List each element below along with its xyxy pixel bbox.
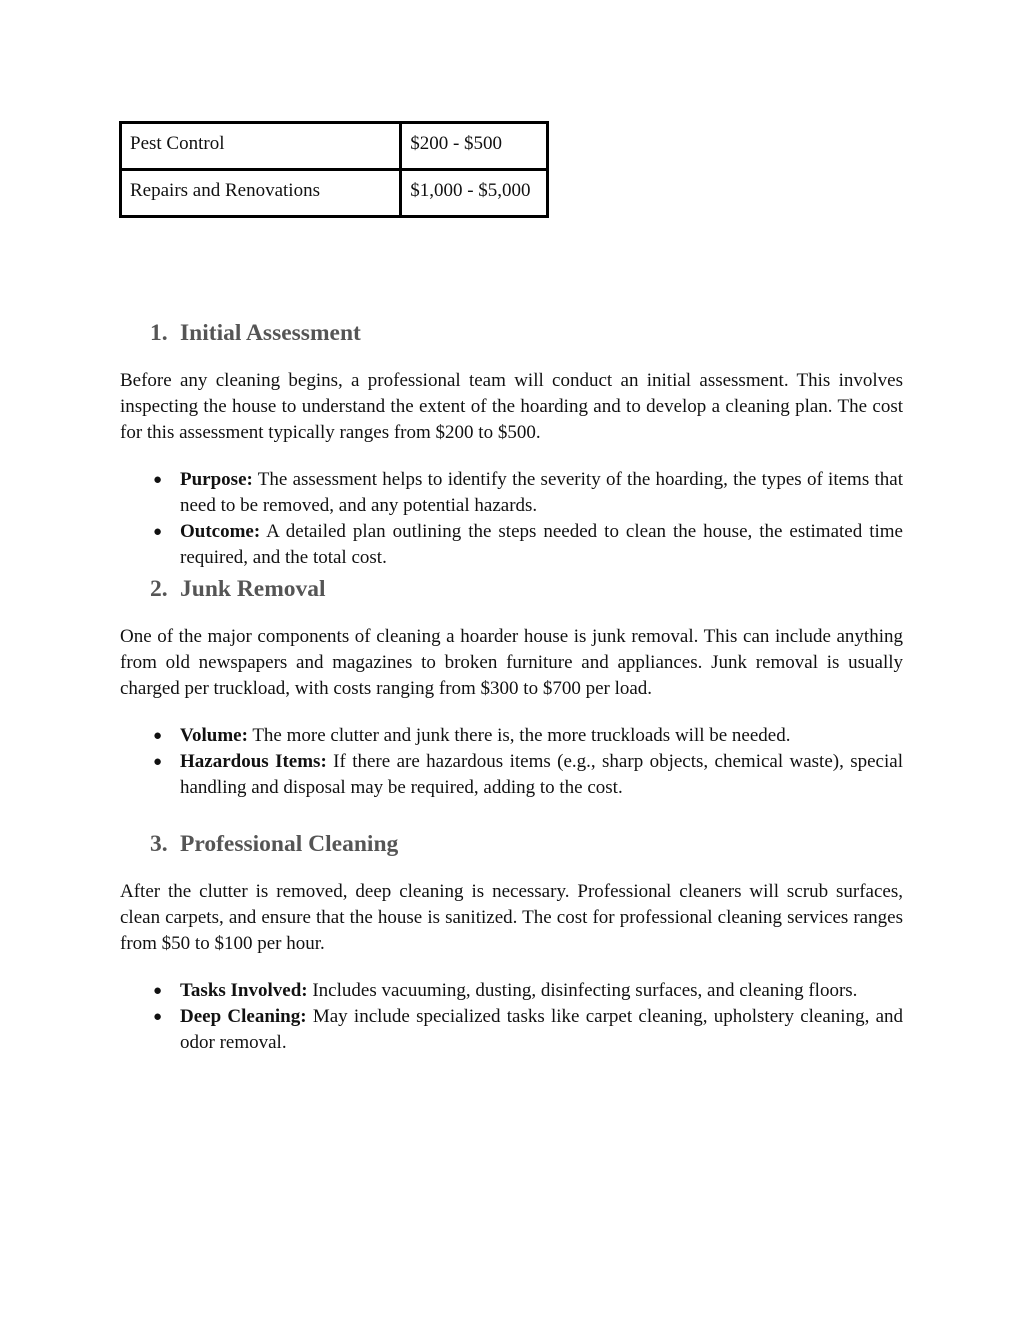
section-heading bbox=[120, 829, 903, 859]
bullet-label: Outcome: bbox=[180, 521, 261, 543]
bullet-text: The assessment helps to identify the severity of the hoarding, the types of items that need to be removed, and any potential hazards. bbox=[180, 468, 903, 516]
section-number: 1. bbox=[150, 320, 168, 346]
bullet-text: May include specialized tasks like carpet cleaning, upholstery cleaning, and odor removal. bbox=[180, 1005, 904, 1054]
section-paragraph: One of the major components of cleaning a hoarder house is junk removal. This can include anything from old newspapers and magazines to broken furniture and appliances. Junk removal is usually charged per truckload, with costs ranging from $300 to $700 per load. bbox=[120, 626, 903, 700]
bullet-label: Hazardous Items: bbox=[180, 750, 327, 772]
bullet-label: Volume: bbox=[180, 724, 248, 746]
list-item bbox=[120, 467, 903, 519]
section-title: Professional Cleaning bbox=[180, 831, 399, 857]
bullet-text: The more clutter and junk there is, the more truckloads will be needed. bbox=[247, 724, 791, 746]
list-item bbox=[120, 1004, 903, 1056]
list-item bbox=[120, 978, 903, 1004]
bullet-icon: ● bbox=[153, 524, 163, 541]
section-heading bbox=[120, 574, 903, 604]
bullet-icon: ● bbox=[153, 1008, 163, 1025]
bullet-list bbox=[120, 978, 903, 1057]
bullet-icon: ● bbox=[153, 753, 163, 770]
bullet-list bbox=[120, 723, 903, 802]
bullet-text: A detailed plan outlining the steps needed to clean the house, the estimated time required, and the total cost. bbox=[180, 521, 903, 569]
table-row bbox=[121, 170, 548, 217]
bullet-icon: ● bbox=[153, 982, 163, 999]
bullet-label: Purpose: bbox=[180, 468, 253, 490]
list-item bbox=[120, 723, 903, 749]
section-junk-removal bbox=[120, 574, 903, 801]
bullet-label: Deep Cleaning: bbox=[180, 1005, 307, 1027]
table-cell-item: Repairs and Renovations bbox=[121, 170, 401, 217]
table-cell-item: Pest Control bbox=[121, 123, 401, 170]
bullet-text: If there are hazardous items (e.g., sharp objects, chemical waste), special handling and disposal may be required, adding to the cost. bbox=[180, 750, 903, 799]
section-title: Junk Removal bbox=[180, 576, 326, 602]
section-number: 2. bbox=[150, 576, 168, 602]
section-paragraph: After the clutter is removed, deep cleaning is necessary. Professional cleaners will scrub surfaces, clean carpets, and ensure that the house is sanitized. The cost for professional cleaning services ranges from $50 to $100 per hour. bbox=[120, 881, 903, 955]
bullet-list bbox=[120, 467, 903, 572]
section-paragraph: Before any cleaning begins, a professional team will conduct an initial assessment. This involves inspecting the house to understand the extent of the hoarding and to develop a cleaning plan. The cost for this assessment typically ranges from $200 to $500. bbox=[120, 370, 903, 444]
section-heading bbox=[120, 318, 903, 348]
list-item bbox=[120, 749, 903, 801]
bullet-label: Tasks Involved: bbox=[180, 979, 308, 1001]
bullet-text: Includes vacuuming, dusting, disinfecting surfaces, and cleaning floors. bbox=[307, 979, 858, 1001]
section-title: Initial Assessment bbox=[180, 320, 361, 346]
bullet-icon: ● bbox=[153, 471, 163, 488]
table-cell-cost: $1,000 - $5,000 bbox=[401, 170, 548, 217]
list-item bbox=[120, 519, 903, 571]
table-row bbox=[121, 123, 548, 170]
section-professional-cleaning bbox=[120, 829, 903, 1056]
bullet-icon: ● bbox=[153, 727, 163, 744]
section-initial-assessment bbox=[120, 318, 903, 571]
section-number: 3. bbox=[150, 831, 168, 857]
cost-table bbox=[119, 121, 549, 218]
table-cell-cost: $200 - $500 bbox=[401, 123, 548, 170]
